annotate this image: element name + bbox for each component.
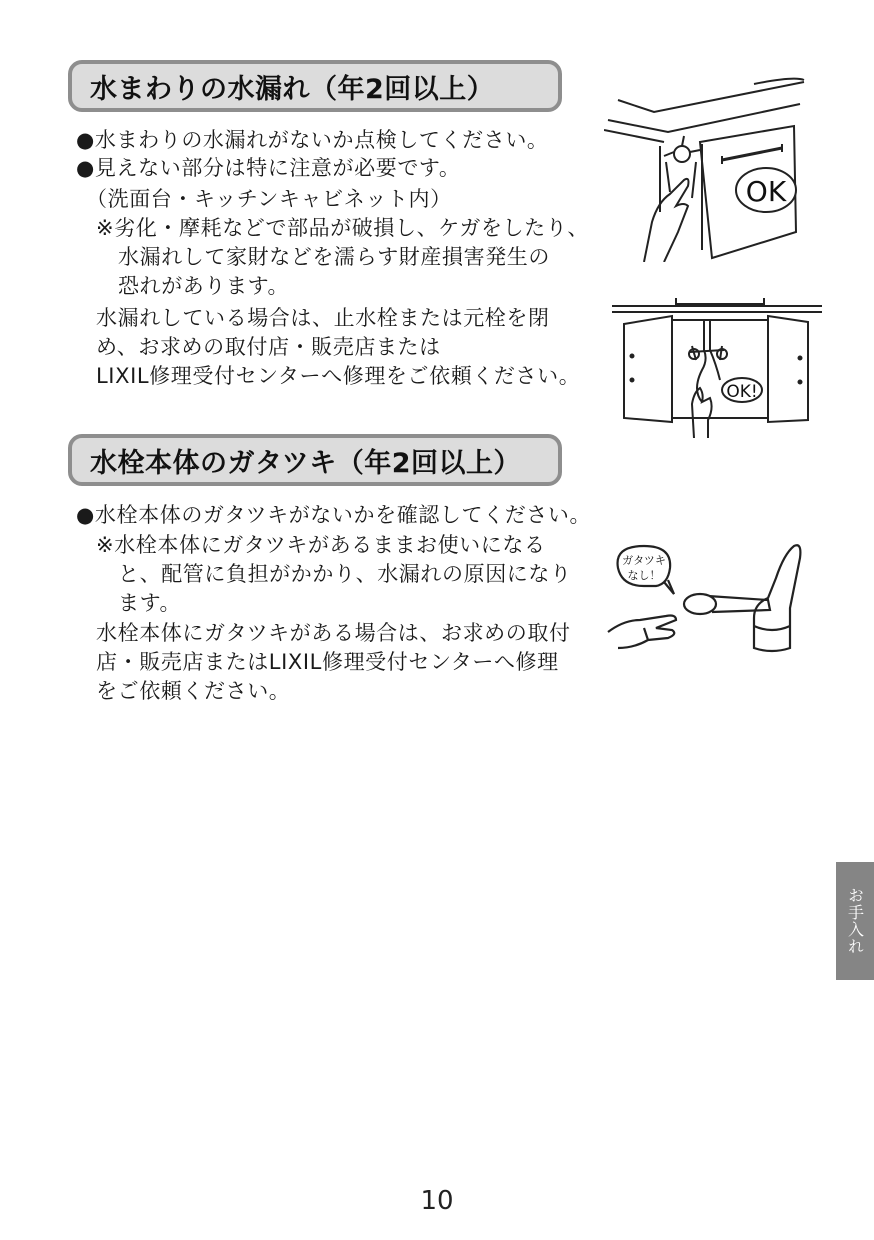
bubble-text-1: ガタツキ [622, 554, 666, 567]
wobble-line-2: ※水栓本体にガタツキがあるままお使いになる [96, 533, 546, 557]
wobble-line-3: と、配管に負担がかかり、水漏れの原因になり [118, 562, 572, 586]
leak-line-7: 水漏れしている場合は、止水栓または元栓を閉 [96, 306, 550, 330]
wobble-line-5: 水栓本体にガタツキがある場合は、お求めの取付 [96, 621, 571, 645]
wobble-line-6: 店・販売店またはLIXIL修理受付センターへ修理 [96, 650, 559, 674]
section-heading-wobble: 水栓本体のガタツキ（年2回以上） [68, 434, 562, 486]
bubble-text-2: なし！ [627, 569, 661, 582]
page-number: 10 [420, 1186, 454, 1216]
washbasin-cabinet-illustration [604, 72, 814, 262]
leak-line-4: ※劣化・摩耗などで部品が破損し、ケガをしたり、 [96, 216, 589, 240]
leak-line-5: 水漏れして家財などを濡らす財産損害発生の [118, 245, 550, 269]
leak-line-9: LIXIL修理受付センターへ修理をご依頼ください。 [96, 364, 581, 388]
ok-mark-2: OK! [726, 382, 758, 402]
side-tab-care [836, 862, 874, 980]
leak-line-3: （洗面台・キッチンキャビネット内） [86, 187, 452, 211]
wobble-line-4: ます。 [118, 591, 182, 615]
wobble-line-1: ●水栓本体のガタツキがないかを確認してください。 [76, 503, 592, 527]
section-heading-leak: 水まわりの水漏れ（年2回以上） [68, 60, 562, 112]
faucet-check-illustration [604, 538, 804, 658]
wobble-line-7: をご依頼ください。 [96, 679, 291, 703]
leak-line-6: 恐れがあります。 [118, 274, 290, 298]
leak-line-8: め、お求めの取付店・販売店または [96, 335, 441, 359]
side-tab-label: お手入れ [845, 887, 865, 955]
ok-mark-1: OK [745, 175, 787, 208]
leak-line-2: ●見えない部分は特に注意が必要です。 [76, 156, 461, 180]
kitchen-cabinet-illustration [612, 290, 824, 438]
leak-line-1: ●水まわりの水漏れがないか点検してください。 [76, 128, 549, 152]
